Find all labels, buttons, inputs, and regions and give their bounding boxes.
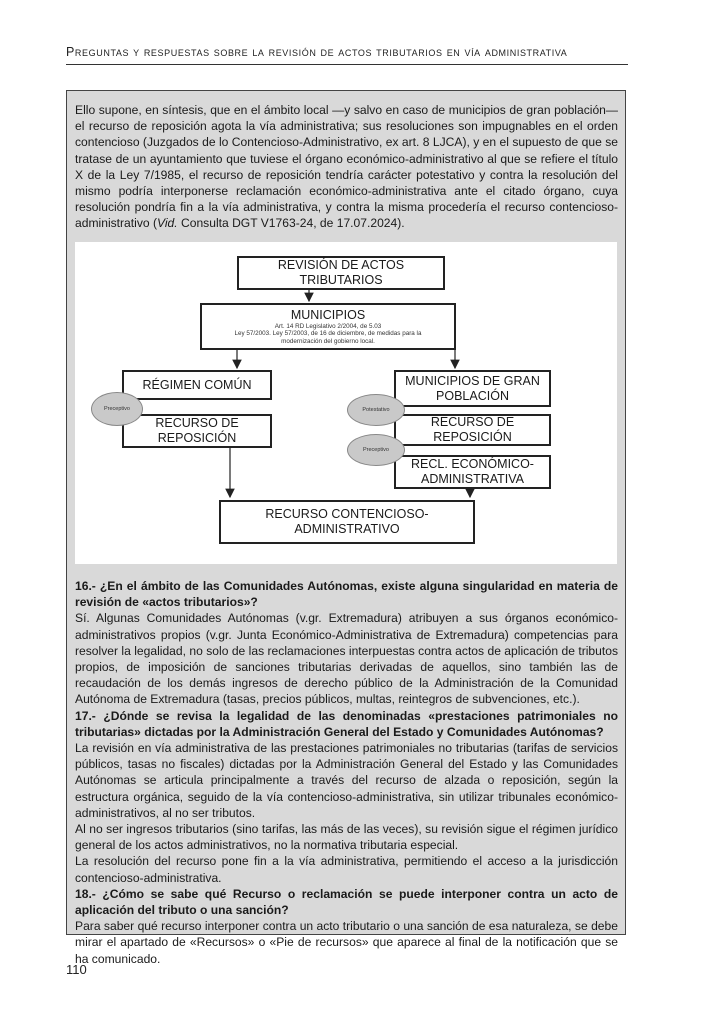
q16-answer: Sí. Algunas Comunidades Autónomas (v.gr. Extremadura) atribuyen a sus órganos económico-administrativos propios (v.gr. Junta Económico-Administrativa de Extremadura) competencias para resolver la legalidad, no solo de las reclamaciones interpuestas contra actos de aplicación de tributos propios, de imposición de sanciones tributarias derivadas de aquellos, sino también las de recaudación de los demás ingresos de derecho público de la Administración de la Comunidad Autónoma de Extremadura (tasas, precios públicos, multas, reintegros de subvenciones, etc.).	[75, 611, 618, 707]
question-16	[75, 578, 618, 967]
box-reposicion-right	[394, 414, 551, 446]
municipios-law-1: Art. 14 RD Legislativo 2/2004, de 5.03	[274, 322, 382, 330]
recl-label-2: ADMINISTRATIVA	[420, 472, 524, 486]
intro-text-a: Ello supone, en síntesis, que en el ámbito local —y salvo en caso de municipios de gran población— el recurso de reposición agota la vía administrativa; sus resoluciones son impugnables en el orden contencioso (Juzgados de lo Contencioso-Administrativo, ex art. 8 LJCA), y en el supuesto de que se tratase de un ayuntamiento que tuviese el órgano económico-administrativo al que se refiere el título X de la Ley 7/1985, el recurso de reposición tendría carácter potestativo y contra la resolución del mismo podría interponerse reclamación económico-administrativa ante el citado órgano, cuya resolución pondría fin a la vía administrativa, y contra la misma procedería el recurso contencioso-administrativo (	[75, 103, 618, 231]
q18-answer: Para saber qué recurso interponer contra un acto tributario o una sanción de esa naturaleza, se debe mirar el apartado de «Recursos» o «Pie de recursos» que aparece al final de la notificación que se ha comunicado.	[75, 919, 618, 966]
box-reposicion-left	[122, 414, 272, 448]
ellipse-potestativo	[347, 394, 405, 426]
q17-question: 17.- ¿Dónde se revisa la legalidad de las denominadas «prestaciones patrimoniales no tributarias» dictadas por la Administración General del Estado y Comunidades Autónomas?	[75, 708, 618, 739]
intro-vid: Vid.	[157, 216, 178, 231]
box-contencioso	[219, 500, 475, 544]
ellipse-preceptivo-right-label: Preceptivo	[363, 447, 389, 453]
municipios-law-3: modernización del gobierno local.	[281, 337, 375, 345]
flow-diagram	[75, 242, 617, 564]
page-number: 110	[66, 962, 87, 977]
ellipse-preceptivo-right	[347, 434, 405, 466]
header-rule	[66, 64, 628, 65]
municipios-title: MUNICIPIOS	[290, 307, 366, 322]
recl-label-1: RECL. ECONÓMICO-	[411, 457, 534, 471]
box-revision-label: REVISIÓN DE ACTOS TRIBUTARIOS	[277, 258, 405, 287]
q18-question: 18.- ¿Cómo se sabe qué Recurso o reclamación se puede interponer contra un acto de aplicación del tributo o una sanción?	[75, 886, 618, 918]
regimen-label: RÉGIMEN COMÚN	[142, 377, 252, 392]
q17-answer-2: Al no ser ingresos tributarios (sino tarifas, las más de las veces), su revisión sigue el régimen jurídico general de los actos administrativos, no la normativa tributaria especial.	[75, 822, 618, 853]
box-gran-poblacion	[394, 370, 551, 407]
q17-answer-3: La resolución del recurso pone fin a la vía administrativa, permitiendo el acceso a la jurisdicción contencioso-administrativa.	[75, 854, 618, 885]
reposicion-right-label: RECURSO DE REPOSICIÓN	[430, 415, 515, 444]
reposicion-left-label: RECURSO DE REPOSICIÓN	[155, 416, 239, 445]
ellipse-preceptivo-left	[91, 392, 143, 426]
intro-text-b: Consulta DGT V1763-24, de 17.07.2024).	[177, 216, 405, 231]
box-municipios	[200, 303, 456, 350]
box-recl-economico	[394, 455, 551, 489]
box-regimen-comun	[122, 370, 272, 400]
municipios-law-2: Ley 57/2003. Ley 57/2003, de 16 de diciembre, de medidas para la	[234, 330, 422, 338]
running-header: Preguntas y respuestas sobre la revisión de actos tributarios en vía administrativa	[66, 45, 568, 59]
ellipse-potestativo-label: Potestativo	[362, 407, 390, 413]
intro-paragraph	[75, 102, 618, 232]
ellipse-preceptivo-left-label: Preceptivo	[104, 406, 130, 412]
gran-label-1: MUNICIPIOS DE GRAN	[405, 373, 540, 388]
q17-answer-1: La revisión en vía administrativa de las prestaciones patrimoniales no tributarias (tarifas de servicios públicos, tasas no fiscales) dictadas por la Administración General del Estado y las Comunidades Autónomas se articula principalmente a través del recurso de alzada o reposición, según la estructura orgánica, seguido de la vía contencioso-administrativa, sin utilizar tribunales económico-administrativos, al no ser tributos.	[75, 741, 618, 820]
q16-question: 16.- ¿En el ámbito de las Comunidades Autónomas, existe alguna singularidad en materia de revisión de «actos tributarios»?	[75, 579, 618, 610]
box-revision	[237, 256, 445, 290]
gran-label-2: POBLACIÓN	[436, 388, 509, 403]
contencioso-label: RECURSO CONTENCIOSO-ADMINISTRATIVO	[265, 507, 429, 536]
